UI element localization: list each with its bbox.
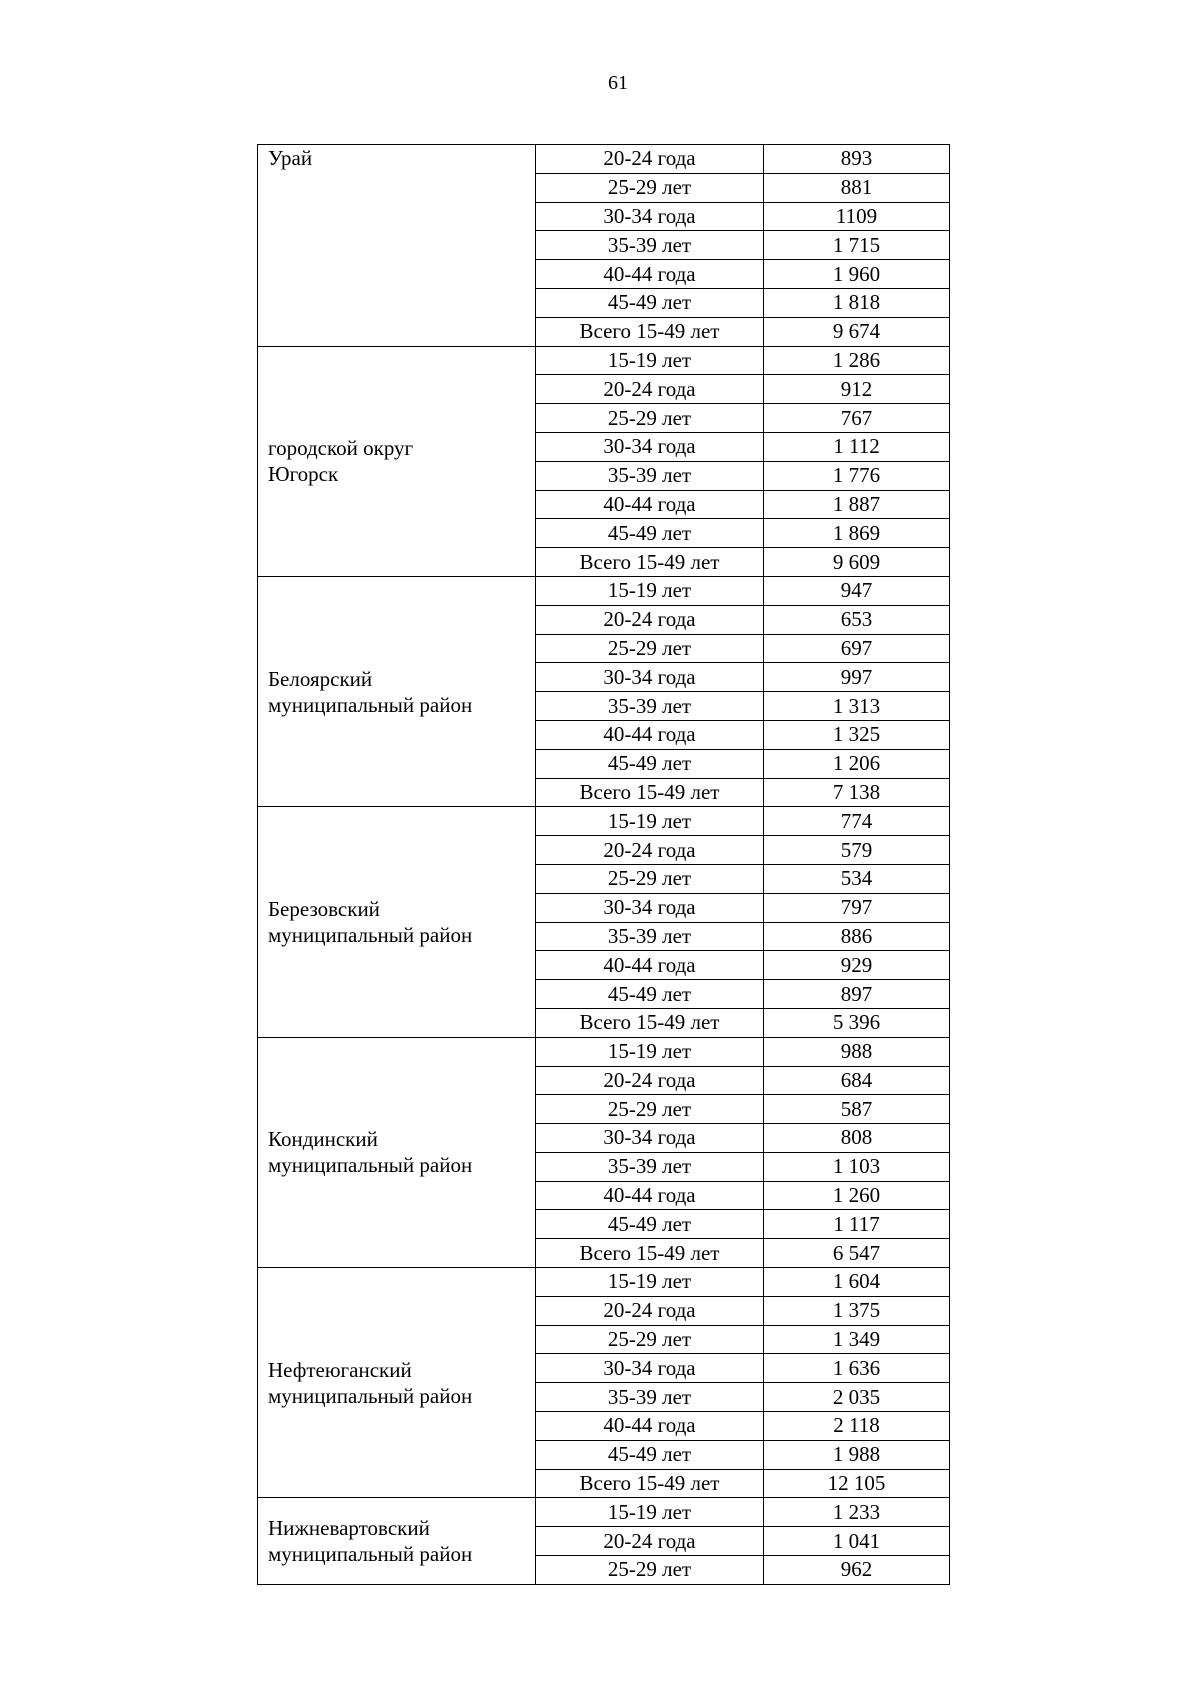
age-group-cell: 25-29 лет [536, 864, 764, 893]
age-group-cell: Всего 15-49 лет [536, 1469, 764, 1498]
age-group-cell: 30-34 года [536, 663, 764, 692]
age-group-cell: 45-49 лет [536, 749, 764, 778]
count-cell: 1 206 [764, 749, 950, 778]
age-group-cell: 45-49 лет [536, 1440, 764, 1469]
age-group-cell: 35-39 лет [536, 922, 764, 951]
table-row [258, 346, 950, 375]
population-table [257, 144, 950, 1585]
count-cell: 774 [764, 807, 950, 836]
age-group-cell: 35-39 лет [536, 231, 764, 260]
count-cell: 1 313 [764, 692, 950, 721]
age-group-cell: 20-24 года [536, 1066, 764, 1095]
district-name-cell [258, 1037, 536, 1267]
count-cell: 912 [764, 375, 950, 404]
district-name-cell [258, 576, 536, 806]
age-group-cell: 30-34 года [536, 893, 764, 922]
count-cell: 962 [764, 1556, 950, 1585]
table-row [258, 1268, 950, 1297]
count-cell: 2 118 [764, 1412, 950, 1441]
count-cell: 886 [764, 922, 950, 951]
count-cell: 1 818 [764, 288, 950, 317]
district-name-line: муниципальный район [268, 692, 473, 717]
age-group-cell: 30-34 года [536, 432, 764, 461]
age-group-cell: Всего 15-49 лет [536, 1239, 764, 1268]
district-name-line: муниципальный район [268, 1542, 473, 1567]
district-name-cell [258, 145, 536, 347]
age-group-cell: 20-24 года [536, 605, 764, 634]
age-group-cell: 15-19 лет [536, 1037, 764, 1066]
age-group-cell: 15-19 лет [536, 807, 764, 836]
count-cell: 1 117 [764, 1210, 950, 1239]
district-name-line: Кондинский [268, 1127, 378, 1152]
age-group-cell: Всего 15-49 лет [536, 317, 764, 346]
age-group-cell: 45-49 лет [536, 288, 764, 317]
age-group-cell: Всего 15-49 лет [536, 548, 764, 577]
count-cell: 1 286 [764, 346, 950, 375]
count-cell: 9 609 [764, 548, 950, 577]
count-cell: 1 349 [764, 1325, 950, 1354]
count-cell: 808 [764, 1124, 950, 1153]
age-group-cell: Всего 15-49 лет [536, 1008, 764, 1037]
table-row [258, 145, 950, 174]
age-group-cell: 40-44 года [536, 1181, 764, 1210]
district-name-line: Нижневартовский [268, 1516, 430, 1541]
age-group-cell: 20-24 года [536, 836, 764, 865]
count-cell: 1 960 [764, 260, 950, 289]
age-group-cell: 30-34 года [536, 202, 764, 231]
district-name-line: Березовский [268, 897, 380, 922]
count-cell: 1 233 [764, 1498, 950, 1527]
count-cell: 7 138 [764, 778, 950, 807]
count-cell: 1 869 [764, 519, 950, 548]
district-name-line: городской округ [268, 436, 414, 461]
district-name-cell [258, 1498, 536, 1584]
table-row [258, 1037, 950, 1066]
count-cell: 653 [764, 605, 950, 634]
age-group-cell: 20-24 года [536, 1296, 764, 1325]
count-cell: 534 [764, 864, 950, 893]
age-group-cell: 25-29 лет [536, 173, 764, 202]
age-group-cell: 30-34 года [536, 1124, 764, 1153]
district-name-line: муниципальный район [268, 1153, 473, 1178]
district-name-cell [258, 1268, 536, 1498]
table-row [258, 807, 950, 836]
age-group-cell: 15-19 лет [536, 576, 764, 605]
count-cell: 988 [764, 1037, 950, 1066]
table-row [258, 1498, 950, 1527]
age-group-cell: 25-29 лет [536, 1556, 764, 1585]
district-name-line: Белоярский [268, 666, 373, 691]
age-group-cell: 35-39 лет [536, 1152, 764, 1181]
count-cell: 1 776 [764, 461, 950, 490]
count-cell: 697 [764, 634, 950, 663]
age-group-cell: 40-44 года [536, 951, 764, 980]
age-group-cell: 35-39 лет [536, 1383, 764, 1412]
count-cell: 684 [764, 1066, 950, 1095]
age-group-cell: 40-44 года [536, 720, 764, 749]
district-name-line: муниципальный район [268, 1383, 473, 1408]
count-cell: 1 636 [764, 1354, 950, 1383]
count-cell: 1 887 [764, 490, 950, 519]
count-cell: 12 105 [764, 1469, 950, 1498]
count-cell: 5 396 [764, 1008, 950, 1037]
count-cell: 9 674 [764, 317, 950, 346]
district-name-line: Югорск [268, 462, 339, 487]
count-cell: 997 [764, 663, 950, 692]
count-cell: 1 375 [764, 1296, 950, 1325]
district-name-cell [258, 807, 536, 1037]
count-cell: 1 988 [764, 1440, 950, 1469]
count-cell: 897 [764, 980, 950, 1009]
age-group-cell: 45-49 лет [536, 980, 764, 1009]
age-group-cell: 45-49 лет [536, 1210, 764, 1239]
count-cell: 1109 [764, 202, 950, 231]
age-group-cell: 15-19 лет [536, 1498, 764, 1527]
count-cell: 1 103 [764, 1152, 950, 1181]
age-group-cell: 25-29 лет [536, 634, 764, 663]
age-group-cell: 45-49 лет [536, 519, 764, 548]
table-row [258, 576, 950, 605]
count-cell: 929 [764, 951, 950, 980]
count-cell: 1 604 [764, 1268, 950, 1297]
count-cell: 1 715 [764, 231, 950, 260]
count-cell: 6 547 [764, 1239, 950, 1268]
age-group-cell: 40-44 года [536, 260, 764, 289]
count-cell: 587 [764, 1095, 950, 1124]
age-group-cell: 20-24 года [536, 145, 764, 174]
age-group-cell: 15-19 лет [536, 1268, 764, 1297]
district-name-cell [258, 346, 536, 576]
count-cell: 947 [764, 576, 950, 605]
count-cell: 893 [764, 145, 950, 174]
age-group-cell: 20-24 года [536, 1527, 764, 1556]
age-group-cell: 25-29 лет [536, 404, 764, 433]
count-cell: 1 041 [764, 1527, 950, 1556]
count-cell: 1 260 [764, 1181, 950, 1210]
age-group-cell: 25-29 лет [536, 1095, 764, 1124]
district-name-line: Нефтеюганский [268, 1357, 412, 1382]
table-body [258, 145, 950, 1585]
district-name-line: Урай [268, 146, 313, 170]
district-name-line: муниципальный район [268, 923, 473, 948]
count-cell: 797 [764, 893, 950, 922]
age-group-cell: 25-29 лет [536, 1325, 764, 1354]
age-group-cell: 15-19 лет [536, 346, 764, 375]
count-cell: 1 112 [764, 432, 950, 461]
age-group-cell: 35-39 лет [536, 692, 764, 721]
count-cell: 2 035 [764, 1383, 950, 1412]
age-group-cell: 20-24 года [536, 375, 764, 404]
age-group-cell: Всего 15-49 лет [536, 778, 764, 807]
age-group-cell: 40-44 года [536, 1412, 764, 1441]
age-group-cell: 40-44 года [536, 490, 764, 519]
page-number: 61 [608, 72, 628, 94]
count-cell: 579 [764, 836, 950, 865]
count-cell: 1 325 [764, 720, 950, 749]
count-cell: 767 [764, 404, 950, 433]
count-cell: 881 [764, 173, 950, 202]
age-group-cell: 30-34 года [536, 1354, 764, 1383]
age-group-cell: 35-39 лет [536, 461, 764, 490]
